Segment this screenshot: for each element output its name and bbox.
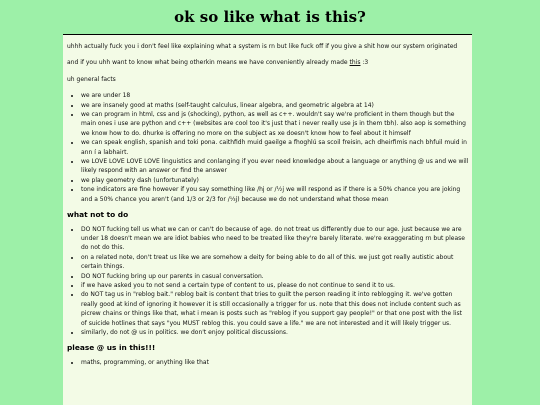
list-item: • tone indicators are fine however if you say something like /hj or /½j we will respond as if there is a 50% chance you are joking and a 50% chance you aren't (and 1/3 or 2/3 for /⅓j) because we do not understand what those mean: [81, 185, 469, 204]
main-content: [63, 34, 472, 405]
intro-paragraph: uhhh actually fuck you i don't feel like explaining what a system is rn but like fuck off if you give a shit how our system originated: [67, 43, 458, 50]
general-facts-list: [67, 91, 469, 204]
list-item: • DO NOT fucking tell us what we can or can't do because of age. do not treat us differently due to our age. just because we are under 18 doesn't mean we are idiot babies who need to be treated like they're barely literate. we're exaggerating rn but please do not do this.: [81, 225, 469, 253]
list-item: • we are under 18: [81, 91, 469, 100]
list-item: • on a related note, don't treat us like we are somehow a deity for being able to do all of this. we just got really autistic about certain things.: [81, 253, 469, 272]
otherkin-link[interactable]: this: [349, 59, 361, 67]
what-not-to-do-list: [67, 225, 469, 338]
please-at-us-list: [67, 358, 469, 367]
list-item: • maths, programming, or anything like that: [81, 358, 469, 367]
list-item: • we are insanely good at maths (self-taught calculus, linear algebra, and geometric algebra at 14): [81, 101, 469, 110]
general-facts-heading: uh general facts: [67, 75, 116, 83]
list-item: • we LOVE LOVE LOVE LOVE linguistics and conlanging if you ever need knowledge about a language or anything @ us and we will likely respond with an answer or find the answer: [81, 157, 469, 176]
list-item: • we can speak english, spanish and toki pona. caithfidh muid gaeilge a fhoghlú sa scoil freisin, ach dheirfimis nach bhfuil muid in ann í a labhairt.: [81, 138, 469, 157]
list-item: • if we have asked you to not send a certain type of content to us, please do not continue to send it to us.: [81, 281, 469, 290]
list-item: • we play geometry dash (unfortunately): [81, 176, 469, 185]
list-item: • DO NOT fucking bring up our parents in casual conversation.: [81, 272, 469, 281]
please-at-us-heading: please @ us in this!!!: [67, 343, 156, 353]
otherkin-text-prefix: and if you uhh want to know what being otherkin means we have conveniently already made: [67, 59, 350, 67]
list-item: • similarly, do not @ us in politics. we don't enjoy political discussions.: [81, 328, 469, 337]
page-title: ok so like what is this?: [174, 8, 366, 26]
otherkin-paragraph: [67, 58, 469, 67]
what-not-to-do-heading: what not to do: [67, 210, 129, 220]
list-item: • we can program in html, css and js (shocking), python, as well as c++. wouldn't say we're proficient in them though but the main ones i use are python and c++ (websites are cool too it's just that i never really use js in them tbh). also aop is something we know how to do. dhurke is offering no more on the subject as xe doesn't know how to feel about it himself: [81, 110, 469, 138]
list-item: • do NOT tag us in "reblog bait." reblog bait is content that tries to guilt the person reading it into reblogging it. we've gotten really good at kind of ignoring it however it is still occasionally a trigger for us. note that this does not include content such as picrew chains or things like that, what i mean is posts such as "reblog if you support gay people!" or that one post with the list of suicide hotlines that says "you MUST reblog this. you could save a life." we are not interested and it will likely trigger us.: [81, 290, 469, 328]
otherkin-text-suffix: :3: [360, 59, 369, 67]
